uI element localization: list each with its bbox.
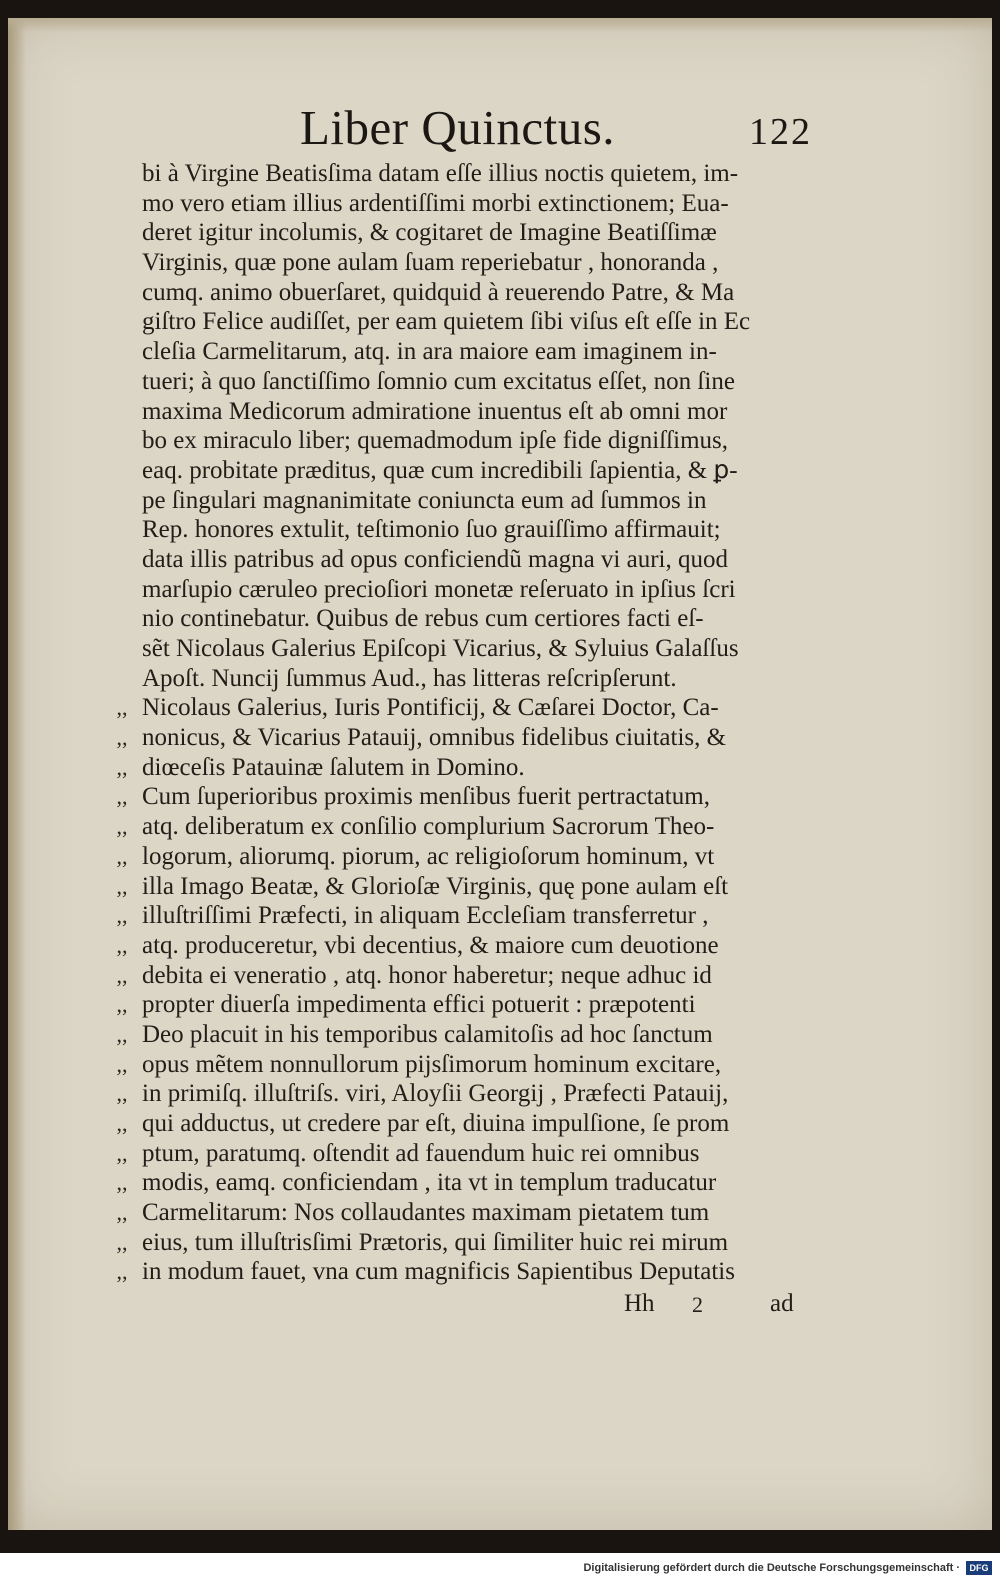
text-line xyxy=(104,545,844,575)
quotation-mark: ,, xyxy=(116,962,128,988)
text-line xyxy=(104,397,844,427)
line-text: bo ex miraculo liber; quemadmodum ipſe fide digniſſimus, xyxy=(142,427,728,455)
text-line xyxy=(104,664,844,694)
text-line xyxy=(104,426,844,456)
text-line xyxy=(104,961,844,991)
text-line xyxy=(104,842,844,872)
line-text: ptum, paratumq. oſtendit ad fauendum huic rei omnibus xyxy=(142,1139,700,1167)
quotation-mark: ,, xyxy=(116,814,128,840)
line-text: logorum, aliorumq. piorum, ac religioſorum hominum, vt xyxy=(142,842,715,870)
text-line xyxy=(104,1228,844,1258)
text-line xyxy=(104,931,844,961)
text-line xyxy=(104,1079,844,1109)
body-text xyxy=(104,159,844,1287)
line-text: cumq. animo obuerſaret, quidquid à reuerendo Patre, & Ma xyxy=(142,278,735,306)
line-text: in modum fauet, vna cum magnificis Sapientibus Deputatis xyxy=(142,1258,735,1286)
text-line xyxy=(104,456,844,486)
line-text: nonicus, & Vicarius Patauij, omnibus fidelibus ciuitatis, & xyxy=(142,724,727,752)
text-line xyxy=(104,782,844,812)
quotation-mark: ,, xyxy=(116,1259,128,1285)
line-text: data illis patribus ad opus conficiendũ magna vi auri, quod xyxy=(142,545,728,573)
text-line xyxy=(104,337,844,367)
line-text: marſupio cӕruleo precioſiori monetӕ reſeruato in ipſius ſcri xyxy=(142,575,736,603)
quotation-mark: ,, xyxy=(116,1081,128,1107)
page-header xyxy=(300,100,820,160)
quotation-mark: ,, xyxy=(116,992,128,1018)
line-text: propter diuerſa impedimenta effici potuerit : prӕpotenti xyxy=(142,991,696,1019)
page-gutter-shadow xyxy=(8,18,26,1530)
text-line xyxy=(104,990,844,1020)
line-text: bi à Virgine Beatisſima datam eſſe illius noctis quietem, im- xyxy=(142,160,739,187)
text-line xyxy=(104,753,844,783)
text-line xyxy=(104,278,844,308)
text-line xyxy=(104,248,844,278)
text-line xyxy=(104,634,844,664)
text-line xyxy=(104,575,844,605)
page-top-shadow xyxy=(8,18,992,32)
text-line xyxy=(104,1198,844,1228)
signature-mark: Hh xyxy=(624,1290,655,1317)
text-line xyxy=(104,1109,844,1139)
text-line xyxy=(104,901,844,931)
text-line xyxy=(104,1020,844,1050)
page-number: 122 xyxy=(749,111,812,153)
quotation-mark: ,, xyxy=(116,1111,128,1136)
line-text: pe ſingulari magnanimitate coniuncta eum ad ſummos in xyxy=(142,486,707,514)
line-text: opus mẽtem nonnullorum pijsſimorum hominum excitare, xyxy=(142,1050,722,1078)
text-line xyxy=(104,189,844,219)
line-text: modis, eamq. conficiendam , ita vt in templum traducatur xyxy=(142,1169,717,1197)
quotation-mark: ,, xyxy=(116,1140,128,1166)
dfg-logo: DFG xyxy=(966,1561,992,1575)
line-text: atq. deliberatum ex conſilio complurium Sacrorum Theo- xyxy=(142,813,715,841)
quotation-mark: ,, xyxy=(116,1200,128,1226)
text-line xyxy=(104,1139,844,1169)
line-text: giſtro Felice audiſſet, per eam quietem ſibi viſus eſt eſſe in Ec xyxy=(142,308,751,336)
text-line xyxy=(104,1168,844,1198)
page-footer xyxy=(620,1290,820,1324)
text-line xyxy=(104,367,844,397)
text-line xyxy=(104,872,844,902)
line-text: diœceſis Patauinӕ ſalutem in Domino. xyxy=(142,753,525,781)
line-text: Carmelitarum: Nos collaudantes maximam pietatem tum xyxy=(142,1199,710,1227)
line-text: eius, tum illuſtrisſimi Prӕtoris, qui ſimiliter huic rei mirum xyxy=(142,1228,729,1256)
line-text: mo vero etiam illius ardentiſſimi morbi extinctionem; Eua- xyxy=(142,189,729,217)
signature-number: 2 xyxy=(692,1292,703,1317)
text-line xyxy=(104,693,844,723)
line-text: Deo placuit in his temporibus calamitoſis ad hoc ſanctum xyxy=(142,1020,713,1048)
quotation-mark: ,, xyxy=(116,1229,128,1255)
quotation-mark: ,, xyxy=(116,873,128,899)
text-line xyxy=(104,812,844,842)
quotation-mark: ,, xyxy=(116,725,128,751)
quotation-mark: ,, xyxy=(116,903,128,929)
line-text: tueri; à quo ſanctiſſimo ſomnio cum excitatus eſſet, non ſine xyxy=(142,367,735,395)
text-line xyxy=(104,604,844,634)
quotation-mark: ,, xyxy=(116,932,128,958)
line-text: illa Imago Beatӕ, & Glorioſӕ Virginis, quę pone aulam eſt xyxy=(142,872,729,900)
digitization-credit: Digitalisierung gefördert durch die Deutsche Forschungsgemeinschaft · xyxy=(583,1562,960,1574)
line-text: Nicolaus Galerius, Iuris Pontificij, & Cӕſarei Doctor, Ca- xyxy=(142,694,719,722)
line-text: Rep. honores extulit, teſtimonio ſuo grauiſſimo affirmauit; xyxy=(142,516,721,544)
line-text: illuſtriſſimi Prӕfecti, in aliquam Eccleſiam transferretur , xyxy=(142,902,709,930)
line-text: in primiſq. illuſtriſs. viri, Aloyſii Georgij , Prӕfecti Patauij, xyxy=(142,1080,729,1108)
quotation-mark: ,, xyxy=(116,843,128,869)
quotation-mark: ,, xyxy=(116,784,128,810)
text-line xyxy=(104,218,844,248)
quotation-mark: ,, xyxy=(116,1170,128,1196)
line-text: nio continebatur. Quibus de rebus cum certiores facti eſ- xyxy=(142,605,704,633)
text-line xyxy=(104,723,844,753)
text-line xyxy=(104,1257,844,1287)
line-text: atq. produceretur, vbi decentius, & maiore cum deuotione xyxy=(142,931,719,959)
line-text: cleſia Carmelitarum, atq. in ara maiore eam imaginem in- xyxy=(142,338,717,366)
line-text: eaq. probitate prӕditus, quӕ cum incredibili ſapientia, & ꝑ- xyxy=(142,456,738,484)
line-text: Cum ſuperioribus proximis menſibus fuerit pertractatum, xyxy=(142,783,710,811)
text-line xyxy=(104,1050,844,1080)
quotation-mark: ,, xyxy=(116,754,128,780)
line-text: Apoſt. Nuncij ſummus Aud., has litteras reſcripſerunt. xyxy=(142,664,677,692)
line-text: deret igitur incolumis, & cogitaret de Imagine Beatiſſimæ xyxy=(142,219,717,247)
text-line xyxy=(104,307,844,337)
text-line xyxy=(104,515,844,545)
text-line xyxy=(104,486,844,516)
line-text: Virginis, quæ pone aulam ſuam reperiebatur , honoranda , xyxy=(142,249,719,277)
line-text: debita ei veneratio , atq. honor haberetur; neque adhuc id xyxy=(142,961,712,989)
line-text: qui adductus, ut credere par eſt, diuina impulſione, ſe prom xyxy=(142,1110,730,1137)
text-line xyxy=(104,159,844,189)
catchword: ad xyxy=(770,1290,794,1317)
line-text: sẽt Nicolaus Galerius Epiſcopi Vicarius, & Syluius Galaſſus xyxy=(142,635,739,662)
line-text: maxima Medicorum admiratione inuentus eſt ab omni mor xyxy=(142,397,728,425)
quotation-mark: ,, xyxy=(116,695,128,721)
quotation-mark: ,, xyxy=(116,1021,128,1047)
quotation-mark: ,, xyxy=(116,1051,128,1077)
running-title: Liber Quinctus. xyxy=(300,100,616,155)
